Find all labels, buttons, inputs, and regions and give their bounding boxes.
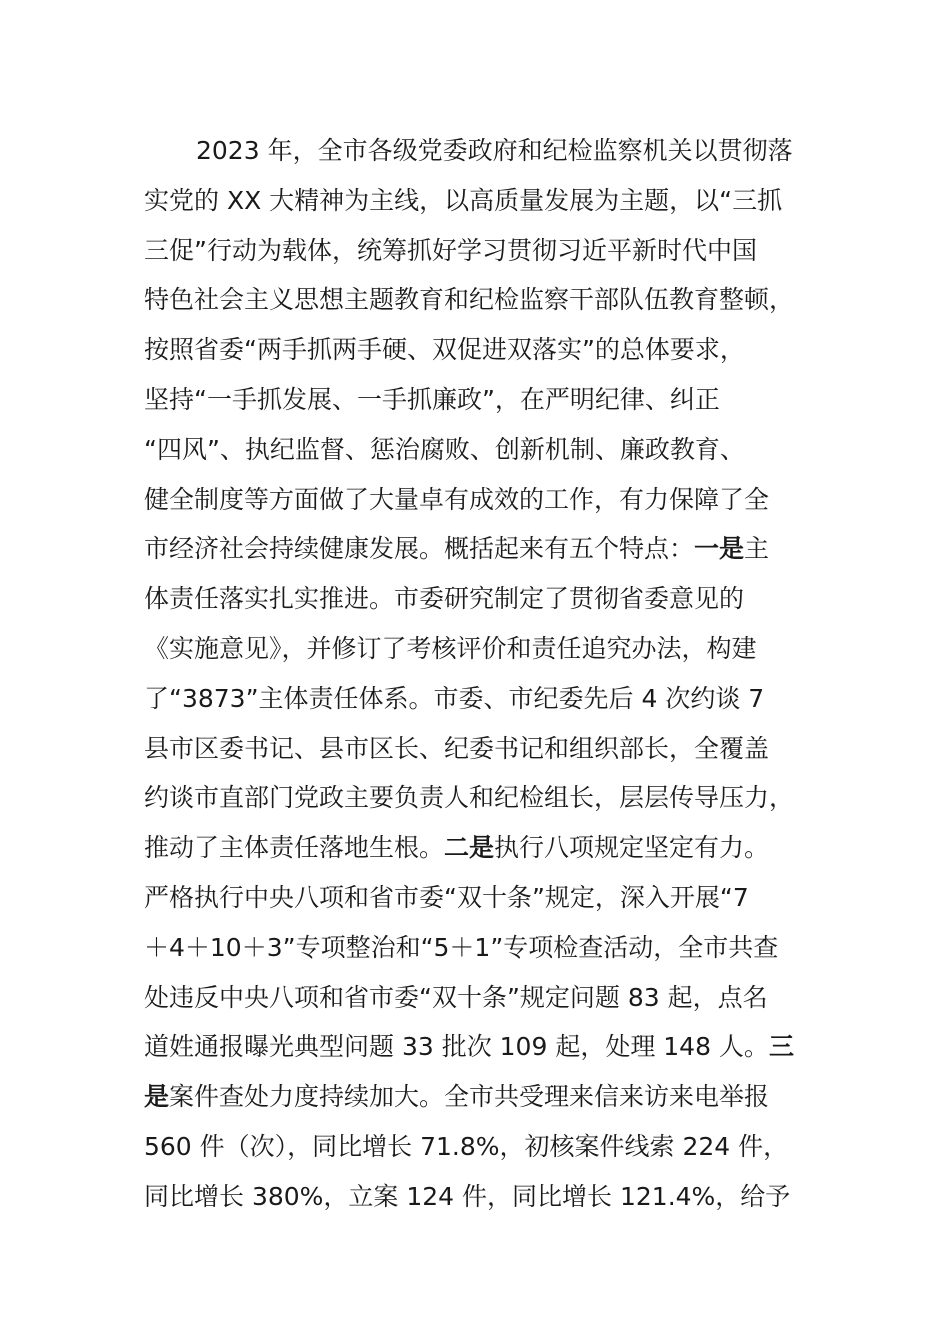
text-run: 体责任落实扎实推进。市委研究制定了贯彻省委意见的 bbox=[144, 584, 745, 614]
text-line bbox=[144, 126, 808, 176]
text-run: 市经济社会持续健康发展。概括起来有五个特点： bbox=[144, 534, 695, 564]
text-run: “四风”、执纪监督、惩治腐败、创新机制、廉政教育、 bbox=[144, 434, 745, 464]
text-run: 处违反中央八项和省市委“双十条”规定问题 83 起，点名 bbox=[144, 982, 768, 1012]
text-run: 2023 年，全市各级党委政府和纪检监察机关以贯彻落 bbox=[196, 136, 793, 165]
text-run: 了“3873”主体责任体系。市委、市纪委先后 4 次约谈 7 bbox=[144, 683, 765, 713]
text-line bbox=[144, 823, 808, 873]
text-line bbox=[144, 1122, 808, 1172]
text-line bbox=[144, 1022, 808, 1072]
bold-text: 二是 bbox=[444, 833, 495, 863]
text-run: 推动了主体责任落地生根。 bbox=[144, 833, 445, 863]
text-run: 健全制度等方面做了大量卓有成效的工作，有力保障了全 bbox=[144, 484, 770, 514]
text-run: 三促”行动为载体，统筹抓好学习贯彻习近平新时代中国 bbox=[144, 235, 757, 265]
text-line bbox=[144, 226, 808, 276]
bold-text: 三 bbox=[768, 1032, 794, 1062]
text-run: 执行八项规定坚定有力。 bbox=[494, 833, 770, 863]
text-line bbox=[144, 524, 808, 574]
text-line bbox=[144, 425, 808, 475]
text-run: 560 件（次），同比增长 71.8%，初核案件线索 224 件， bbox=[144, 1131, 789, 1161]
text-line bbox=[144, 574, 808, 624]
text-run: 按照省委“两手抓两手硬、双促进双落实”的总体要求， bbox=[144, 335, 745, 365]
text-line bbox=[144, 375, 808, 425]
text-line bbox=[144, 176, 808, 226]
text-run: 同比增长 380%，立案 124 件，同比增长 121.4%，给予 bbox=[144, 1181, 791, 1211]
text-run: ＋4＋10＋3”专项整治和“5＋1”专项检查活动，全市共查 bbox=[144, 932, 779, 962]
text-run: 严格执行中央八项和省市委“双十条”规定，深入开展“7 bbox=[144, 882, 749, 912]
text-line bbox=[144, 624, 808, 674]
text-run: 坚持“一手抓发展、一手抓廉政”，在严明纪律、纠正 bbox=[144, 384, 720, 414]
text-line bbox=[144, 923, 808, 973]
bold-text: 一是 bbox=[694, 534, 745, 564]
text-line bbox=[144, 674, 808, 724]
text-run: 主 bbox=[744, 534, 770, 564]
text-line bbox=[144, 1072, 808, 1122]
body-paragraph bbox=[144, 126, 808, 1222]
text-line bbox=[144, 325, 808, 375]
text-run: 道姓通报曝光典型问题 33 批次 109 起，处理 148 人。 bbox=[144, 1032, 769, 1062]
text-run: 县市区委书记、县市区长、纪委书记和组织部长，全覆盖 bbox=[144, 733, 770, 763]
text-run: 《实施意见》，并修订了考核评价和责任追究办法，构建 bbox=[144, 633, 757, 663]
text-line bbox=[144, 973, 808, 1023]
text-run: 约谈市直部门党政主要负责人和纪检组长，层层传导压力， bbox=[144, 783, 795, 813]
text-line bbox=[144, 1172, 808, 1222]
text-line bbox=[144, 873, 808, 923]
text-line bbox=[144, 475, 808, 525]
text-run: 特色社会主义思想主题教育和纪检监察干部队伍教育整顿， bbox=[144, 285, 795, 315]
text-line bbox=[144, 724, 808, 774]
text-run: 实党的 XX 大精神为主线，以高质量发展为主题，以“三抓 bbox=[144, 185, 783, 215]
bold-text: 是 bbox=[144, 1082, 170, 1112]
text-run: 案件查处力度持续加大。全市共受理来信来访来电举报 bbox=[169, 1082, 770, 1112]
text-line bbox=[144, 275, 808, 325]
text-line bbox=[144, 773, 808, 823]
